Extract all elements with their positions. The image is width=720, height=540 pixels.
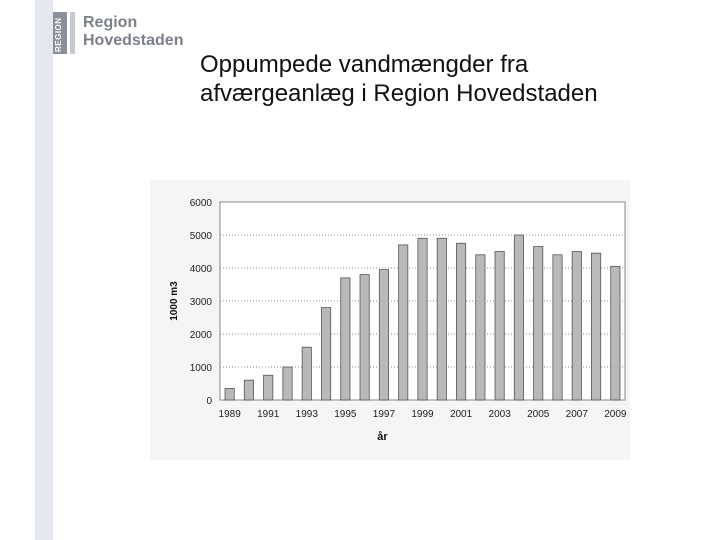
x-tick-label: 1991 (257, 409, 280, 420)
bar (591, 253, 600, 400)
bar (476, 255, 485, 400)
slide-title-line-1: Oppumpede vandmængder fra (200, 51, 529, 78)
bar (572, 252, 581, 401)
x-tick-label: 1993 (295, 409, 318, 420)
y-axis-label: 1000 m3 (169, 281, 180, 321)
x-tick-label: 1989 (218, 409, 241, 420)
bar (611, 266, 620, 400)
bar (495, 252, 504, 401)
y-tick-label: 2000 (189, 330, 212, 341)
y-tick-label: 1000 (189, 363, 212, 374)
region-logo-text (83, 14, 183, 50)
side-band (35, 0, 53, 540)
bar (399, 245, 408, 400)
logo-accent-bar (70, 12, 75, 54)
bar (225, 388, 234, 400)
bar (553, 255, 562, 400)
x-tick-label: 2009 (604, 409, 627, 420)
y-tick-label: 0 (206, 396, 212, 407)
slide-title-line-2: afværgeanlæg i Region Hovedstaden (200, 80, 598, 107)
logo-line-2: Hovedstaden (83, 32, 184, 49)
slide-title (200, 50, 700, 108)
x-tick-label: 2003 (488, 409, 511, 420)
bar (437, 238, 446, 400)
bar (456, 243, 465, 400)
x-tick-label: 1997 (372, 409, 396, 420)
x-axis-label: år (377, 431, 388, 443)
bar (244, 380, 253, 400)
bar (360, 275, 369, 400)
bar (264, 375, 273, 400)
logo-line-1: Region (83, 14, 138, 31)
x-tick-label: 1995 (334, 409, 357, 420)
chart-container (150, 180, 630, 460)
x-tick-label: 2005 (527, 409, 550, 420)
logo-emblem-text: REGION (54, 17, 63, 52)
bar-chart (150, 180, 630, 460)
y-tick-label: 3000 (189, 297, 212, 308)
x-tick-label: 1999 (411, 409, 434, 420)
y-tick-label: 5000 (189, 231, 212, 242)
bar (514, 235, 523, 400)
x-tick-label: 2001 (449, 409, 473, 420)
bar (321, 308, 330, 400)
y-tick-label: 6000 (189, 198, 212, 209)
x-tick-label: 2007 (565, 409, 588, 420)
region-logo-emblem (53, 12, 67, 54)
bar (341, 278, 350, 400)
bar (379, 270, 388, 400)
bar (418, 238, 427, 400)
y-tick-label: 4000 (189, 264, 212, 275)
bar (302, 347, 311, 400)
bar (283, 367, 292, 400)
bar (534, 247, 543, 400)
